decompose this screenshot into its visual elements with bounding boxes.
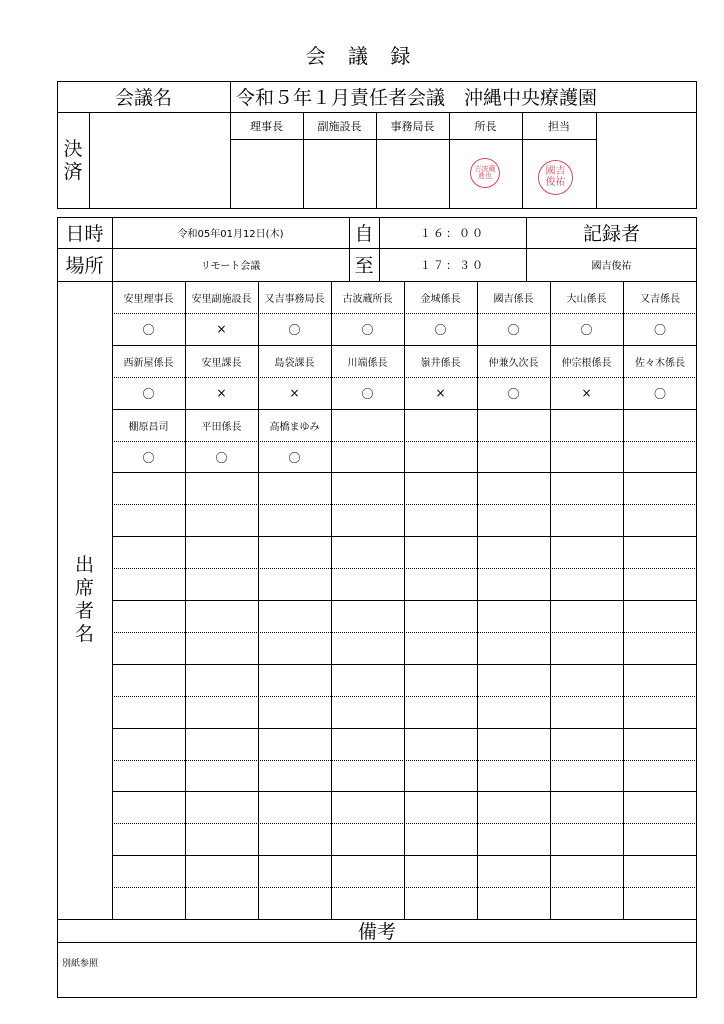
attendance-mark: 〇: [507, 386, 520, 401]
attendance-mark: 〇: [653, 386, 666, 401]
from-label: 自: [354, 223, 374, 245]
staff-seal: 國吉 俊祐: [538, 160, 573, 195]
attendee-name: [623, 409, 697, 441]
approval-role-staff: 担当: [548, 119, 570, 133]
attendance-mark: ×: [216, 322, 227, 336]
attendance-mark: 〇: [142, 386, 155, 401]
attendee-name: 仲兼久次長: [488, 357, 539, 369]
attendance-mark: 〇: [215, 450, 228, 465]
attendee-name: 古波蔵所長: [342, 293, 393, 305]
attendees-label: 出 席 者 名: [74, 554, 94, 645]
to-label: 至: [354, 255, 374, 277]
attendee-name: [477, 409, 550, 441]
attendee-name: 安里副施設長: [191, 293, 252, 305]
attendee-name: 平田係長: [201, 421, 242, 433]
attendee-name: 又吉事務局長: [264, 293, 325, 305]
attendance-mark: 〇: [361, 386, 374, 401]
attendance-mark: ×: [435, 386, 446, 400]
attendee-name: 安里課長: [201, 357, 242, 369]
attendee-name: [331, 409, 404, 441]
document-title: 会 議 録: [305, 44, 419, 68]
attendance-mark: 〇: [434, 322, 447, 337]
attendee-name: 金城係長: [420, 293, 461, 305]
recorder-name: 國吉俊祐: [591, 261, 632, 272]
attendee-name: 嶺井係長: [420, 357, 461, 369]
place-label: 場所: [65, 255, 104, 277]
datetime-value: 令和05年01月12日(木): [177, 229, 284, 240]
recorder-label: 記録者: [582, 223, 640, 245]
attendance-mark: [404, 441, 477, 473]
attendance-mark: ×: [581, 386, 592, 400]
attendance-mark: 〇: [653, 322, 666, 337]
attendee-name: 又吉係長: [640, 293, 680, 305]
approval-role-chairman: 理事長: [250, 119, 283, 133]
attendee-name: [404, 409, 477, 441]
attendance-mark: 〇: [361, 322, 374, 337]
attendee-name: 佐々木係長: [635, 357, 685, 369]
attendance-mark: [331, 441, 404, 473]
remarks-text: 別紙参照: [62, 958, 99, 969]
attendance-mark: 〇: [580, 322, 593, 337]
attendance-mark: ×: [216, 386, 227, 400]
approval-role-secretary-general: 事務局長: [390, 119, 435, 133]
attendance-mark: [477, 441, 550, 473]
approval-role-vice-director: 副施設長: [317, 119, 362, 133]
to-time: １７：３０: [420, 258, 485, 272]
attendance-mark: 〇: [142, 322, 155, 337]
approval-role-director: 所長: [474, 119, 497, 133]
director-seal: 古波蔵 進也: [470, 158, 500, 188]
attendance-mark: 〇: [142, 450, 155, 465]
attendance-mark: [550, 441, 623, 473]
meeting-name-value: 令和５年１月責任者会議 沖縄中央療護園: [236, 87, 598, 109]
attendee-name: 島袋課長: [274, 357, 315, 369]
attendance-mark: [623, 441, 697, 473]
attendee-name: 大山係長: [566, 293, 607, 305]
from-time: １６：００: [420, 226, 485, 240]
attendance-mark: 〇: [288, 450, 301, 465]
meeting-name-label: 会議名: [114, 87, 172, 109]
attendee-name: 川端係長: [347, 357, 388, 369]
attendee-name: 棚原昌司: [128, 421, 169, 433]
attendance-mark: ×: [289, 386, 300, 400]
attendance-mark: 〇: [288, 322, 301, 337]
attendee-name: 國吉係長: [493, 293, 534, 305]
attendee-name: [550, 409, 623, 441]
remarks-label: 備考: [357, 921, 396, 943]
attendee-name: 西新屋係長: [123, 357, 174, 369]
approval-label: 決 済: [63, 137, 83, 183]
attendance-mark: 〇: [507, 322, 520, 337]
attendee-name: 安里理事長: [123, 293, 174, 305]
attendee-name: 仲宗根係長: [561, 357, 612, 369]
datetime-label: 日時: [65, 223, 104, 245]
attendee-name: 高橋まゆみ: [269, 421, 320, 433]
place-value: リモート会議: [200, 261, 261, 272]
